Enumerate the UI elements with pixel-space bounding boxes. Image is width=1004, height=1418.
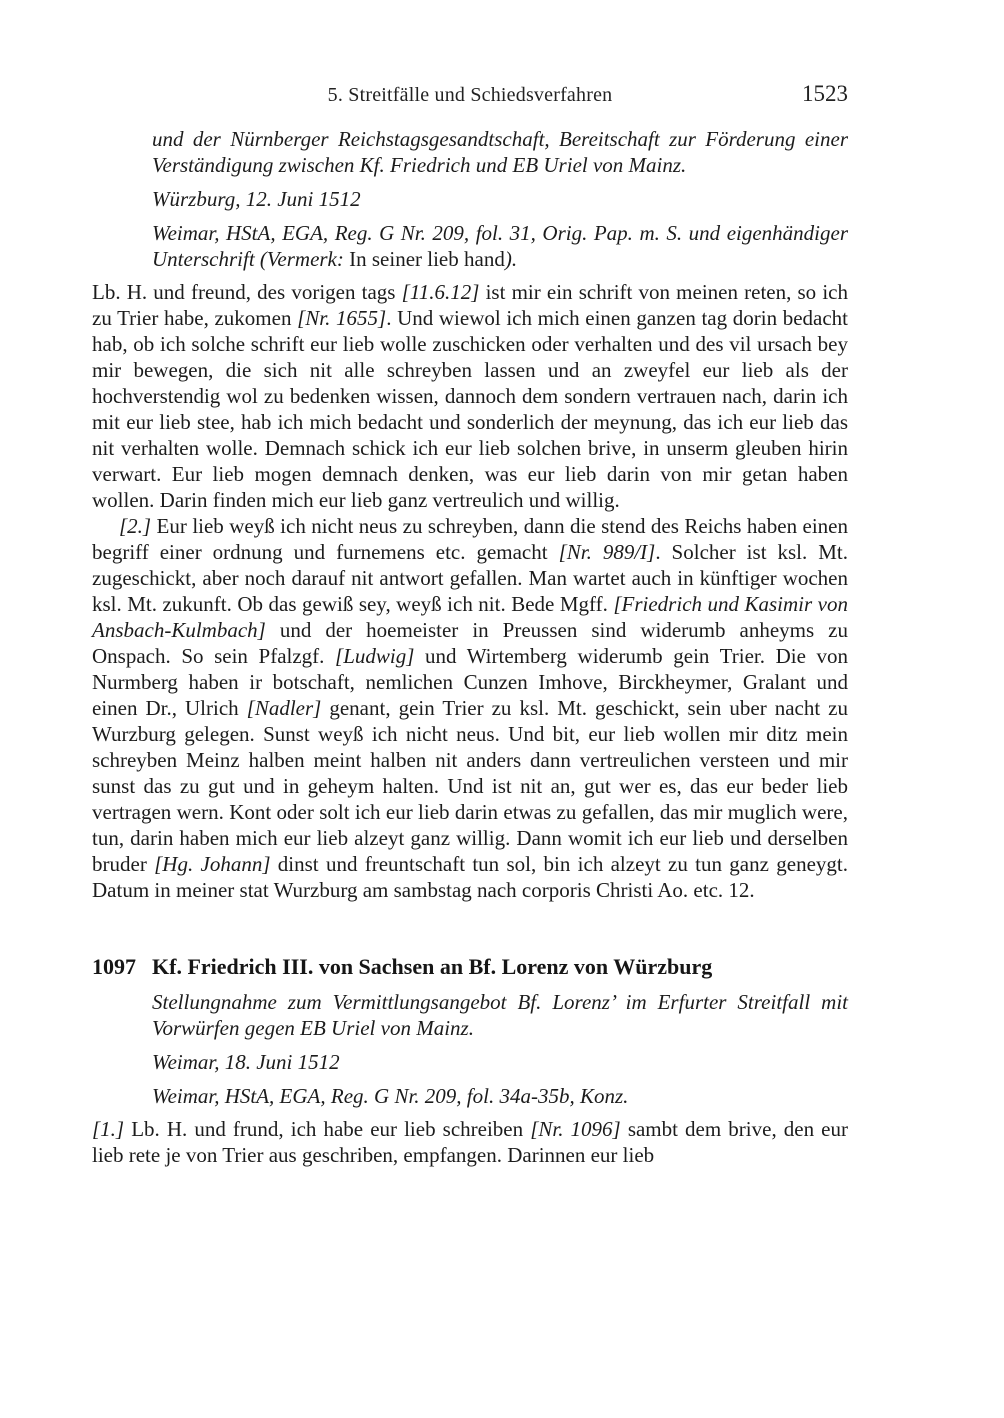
entry-1096-continuation	[92, 126, 848, 903]
entry-summary: Stellungnahme zum Vermittlungsangebot Bf. Lorenz’ im Erfurter Streitfall mit Vorwürfen gegen EB Uriel von Mainz.	[152, 990, 848, 1040]
page-number: 1523	[802, 81, 848, 106]
entry-summary: und der Nürnberger Reichstagsgesandtschaft, Bereitschaft zur Förderung einer Verständigung zwischen Kf. Friedrich und EB Uriel von Mainz.	[152, 127, 848, 177]
text-run: In seiner lieb hand	[349, 247, 505, 271]
letter-paragraph	[92, 513, 848, 903]
text-run: Eur lieb weyß ich nicht neus zu schreyben, dann die stend des Reichs haben einen begriff einer ordnung und furnemens etc. gemacht	[92, 514, 848, 564]
text-run: und Wirtemberg widerumb gein Trier. Die von Nurmberg haben ir botschaft, nemlichen Cunzen Imhove, Birckheymer, Gralant und einen Dr., Ulrich	[92, 644, 848, 720]
editorial-insertion: [Nr. 1096]	[530, 1117, 621, 1141]
entry-archive-note: Weimar, HStA, EGA, Reg. G Nr. 209, fol. 34a-35b, Konz.	[152, 1084, 629, 1108]
text-run: und der hoemeister in Preussen sind widerumb anheyms zu Onspach. So sein Pfalzgf.	[92, 618, 848, 668]
editorial-insertion: [Hg. Johann]	[154, 852, 271, 876]
text-run: dinst und freuntschaft tun sol, bin ich alzeyt zu tun ganz geneygt. Datum in meiner stat Wurzburg am sambstag nach corporis Christi Ao. etc. 12.	[92, 852, 848, 902]
entry-place-date: Weimar, 18. Juni 1512	[152, 1050, 340, 1074]
editorial-insertion: [2.]	[119, 514, 152, 538]
text-run: sambt dem brive, den eur lieb rete je von Trier aus geschriben, empfangen. Darinnen eur lieb	[92, 1117, 848, 1167]
editorial-insertion: ).	[504, 247, 518, 271]
entry-title: Kf. Friedrich III. von Sachsen an Bf. Lorenz von Würzburg	[152, 954, 713, 979]
editorial-insertion: [Nr. 1655]	[297, 306, 387, 330]
letter-body	[92, 1116, 848, 1168]
entry-heading	[92, 953, 848, 981]
editorial-insertion: [Ludwig]	[335, 644, 415, 668]
letter-paragraph	[92, 279, 848, 513]
editorial-insertion: [Nadler]	[246, 696, 322, 720]
running-head: 5. Streitfälle und Schiedsverfahren	[327, 84, 613, 106]
letter-paragraph	[92, 1116, 848, 1168]
text-run: . Solcher ist ksl. Mt. zugeschickt, aber noch darauf nit antwort gefallen. Man wartet auch in künftiger wochen ksl. Mt. zukunft. Ob das gewiß sey, weyß ich nit. Bede Mgff.	[92, 540, 848, 616]
entry-number: 1097	[92, 954, 136, 979]
text-run: Lb. H. und freund, des vorigen tags	[92, 280, 402, 304]
entry-archive-note	[152, 220, 848, 272]
editorial-insertion: Weimar, HStA, EGA, Reg. G Nr. 209, fol. 31, Orig. Pap. m. S. und eigenhändiger Unterschrift (Vermerk:	[152, 221, 848, 271]
editorial-insertion: [1.]	[92, 1117, 125, 1141]
entry-place-date: Würzburg, 12. Juni 1512	[152, 187, 361, 211]
editorial-insertion: [Nr. 989/I]	[558, 540, 656, 564]
text-run: . Und wiewol ich mich einen ganzen tag dorin bedacht hab, ob ich solche schrift eur lieb wolle zuschicken oder verhalten und des vil ursach bey mir bewegen, die sich nit alle schreyben lassen und an zweyfel eur lieb als der hochverstendig wol zu bedenken wissen, dannoch dem sondern vertrauen nach, darin ich mit eur lieb stee, hab ich mich bedacht und sonderlich der meynung, das ich eur lieb das nit verhalten wolle. Demnach schick ich eur lieb solchen brive, in unserm gleuben hirin verwart. Eur lieb mogen demnach denken, was eur lieb darin von mir getan haben wollen. Darin finden mich eur lieb ganz vertreulich und willig.	[92, 306, 849, 512]
letter-body	[92, 279, 848, 903]
entry-1097	[92, 953, 848, 1168]
editorial-insertion: [Friedrich und Kasimir von Ansbach-Kulmbach]	[92, 592, 848, 642]
editorial-insertion: [11.6.12]	[401, 280, 480, 304]
page-header	[92, 82, 848, 108]
text-run: ist mir ein schrift von meinen reten, so ich zu Trier habe, zukomen	[92, 280, 848, 330]
text-run: Lb. H. und frund, ich habe eur lieb schreiben	[124, 1117, 531, 1141]
text-block	[92, 82, 848, 1168]
text-run: genant, gein Trier zu ksl. Mt. geschickt, sein uber nacht zu Wurzburg gelegen. Sunst weyß ich nicht neus. Und bit, eur lieb wollen mir ditz mein schreyben Meinz halben meint halben nit anders dann vertreulichen versteen und mir sunst das zu gut und in geheym halten. Und ist nit an, gut wer es, das eur beder lieb vertragen wern. Kont oder solt ich eur lieb darin etwas zu gefallen, das mir muglich were, tun, darin haben mich eur lieb alzeyt ganz willig. Dann womit ich eur lieb und derselben bruder	[92, 696, 849, 876]
